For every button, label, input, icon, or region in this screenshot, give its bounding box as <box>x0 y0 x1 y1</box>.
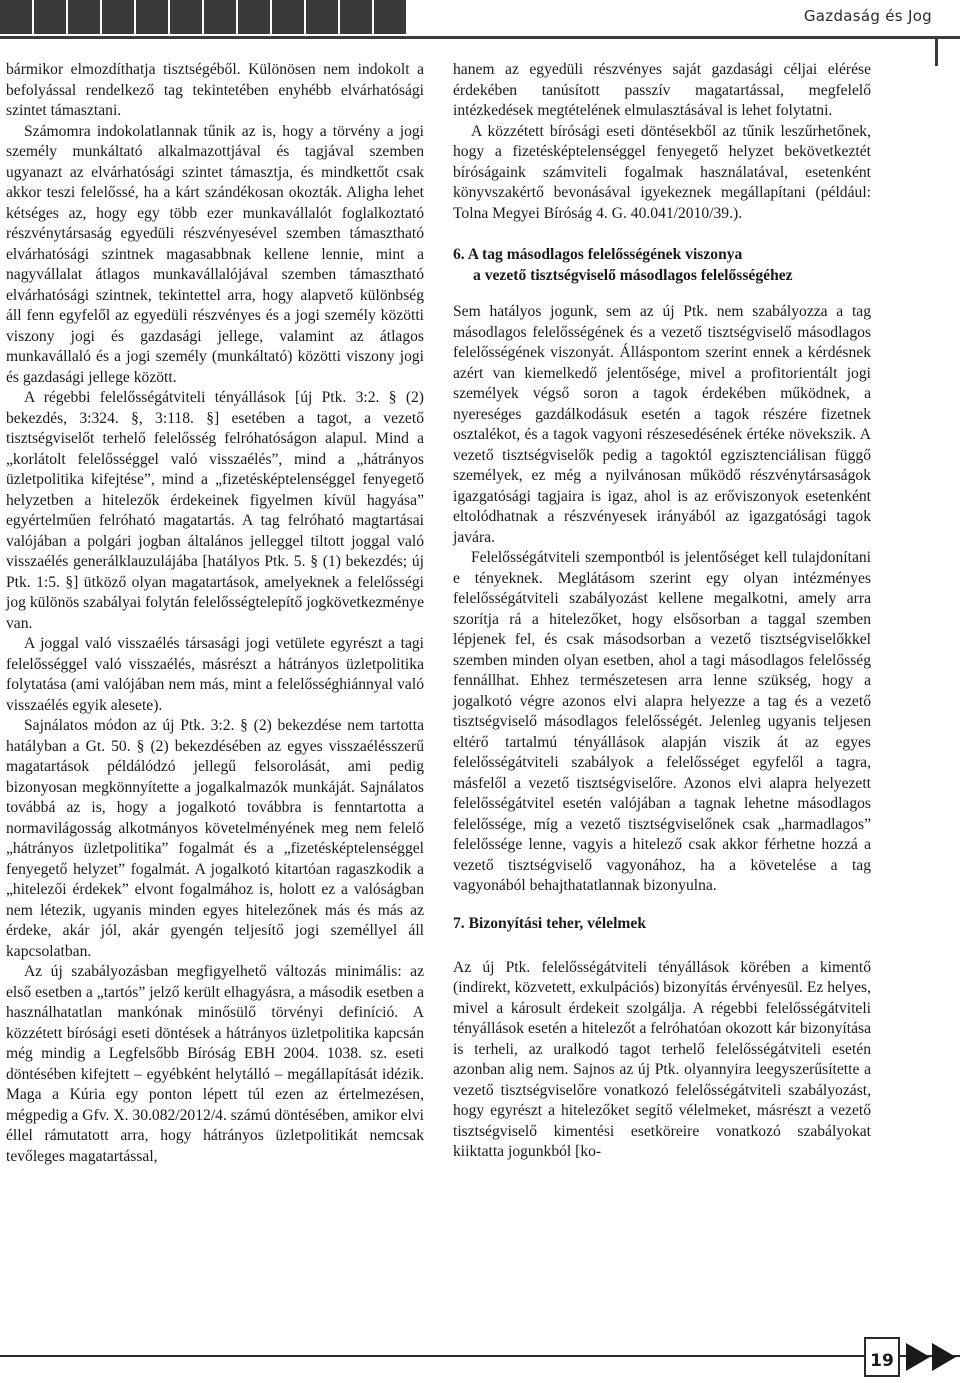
header-box <box>102 0 136 34</box>
page-number: 19 <box>864 1337 900 1377</box>
running-title: Gazdaság és Jog <box>803 7 932 25</box>
header-box <box>272 0 306 34</box>
header-box <box>306 0 340 34</box>
paragraph: hanem az egyedüli részvényes saját gazdasági céljai elérése érdekében tanúsított passzív magatartással, megfelelő intézkedések megtételének elmulasztásával is lehet folytatni. <box>453 61 871 119</box>
page-footer <box>0 1333 960 1383</box>
paragraph: A joggal való visszaélés társasági jogi vetülete egyrészt a tagi felelősséggel való visszaélés, másrészt a hátrányos üzletpolitika folytatása (ami valójában nem más, mint a felelősséghiánnyal való visszaélés egyik alesete). <box>6 635 424 714</box>
header-box <box>340 0 374 34</box>
left-column <box>6 60 424 1167</box>
paragraph: Az új szabályozásban megfigyelhető változás minimális: az első esetben a „tartós” jelző került elhagyásra, a második esetben a használhatatlan mankónak minősülő törvényi definíció. A közzétett bírósági eseti döntések a hátrányos üzletpolitika kapcsán még mindig a Legfelsőbb Bíróság EBH 2004. 1038. sz. eseti döntésében kifejtett – egyébként helytálló – megállapítását idézik. Maga a Kúria egy ponton lépett túl ezen az értelmezésen, mégpedig a Gfv. X. 30.082/2012/4. számú döntésében, amikor elvi éllel rámutatott arra, hogy hátrányos üzletpolitikát nemcsak tevőleges magatartással, <box>6 963 424 1165</box>
header-box <box>34 0 68 34</box>
section-heading <box>453 244 871 286</box>
section-heading-line: a vezető tisztségviselő másodlagos felelősségéhez <box>473 267 793 284</box>
paragraph: A régebbi felelősségátviteli tényállások [új Ptk. 3:2. § (2) bekezdés, 3:324. §, 3:118. §] esetében a tagot, a vezető tisztségviselőt terhelő felelősség felróhatóságon alapul. Mind a „korlátolt felelősséggel való visszaélés”, mind a „hátrányos üzletpolitika kifejtése”, mind a „fizetésképtelenséggel fenyegető helyzetben a hitelezők érdekeinek figyelmen kívül hagyása” egyértelműen felróható magatartás. A tag felróható magtartásai valójában a polgári jogban általános jelleggel tiltott joggal való visszaélés generálklauzulájába [hatályos Ptk. 5. § (1) bekezdés; új Ptk. 1:5. §] ütköző olyan magatartások, amelyeknek a felelősségi jog különös szabályai folytán felelősségtelepítő jogkövetkezménye van. <box>6 389 424 632</box>
header-corner-rule <box>935 36 938 66</box>
paragraph: Felelősségátviteli szempontból is jelentőséget kell tulajdonítani e tényeknek. Meglátásom szerint egy olyan intézményes felelősségátviteli szabályozást kellene megalkotni, amely arra szorítja rá a hitelezőket, hogy elsősorban a taggal szemben lépjenek fel, és csak másodsorban a vezető tisztségviselőkkel szemben minden olyan esetben, ahol a tagi másodlagos felelősség fennállhat. Ehhez természetesen arra lenne szükség, hogy a jogalkotó végre azonos elvi alapra helyezze a tag és a vezető tisztségviselő másodlagos felelősségét. Jelenleg ugyanis teljesen eltérő tartalmú tényállások alapján viszik át az egyes felelősségátviteli szabályok a felelősséget egyfelől a tagra, másfelől a vezető tisztségviselőre. Azonos elvi alapra helyezett felelősségátvitel esetén valójában a tagnak lehetne másodlagos felelőssége, míg a vezető tisztségviselőnek csak „harmadlagos” felelőssége lenne, vagyis a hitelező csak akkor férhetne hozzá a vezető tisztségviselő vagyonához, ha a követelése a tag vagyonából behajthatatlannak bizonyulna. <box>453 549 871 894</box>
header-box <box>170 0 204 34</box>
header-box <box>374 0 408 34</box>
section-heading-line: 6. A tag másodlagos felelősségének viszonya <box>453 246 743 263</box>
header-box <box>0 0 34 34</box>
paragraph: A közzétett bírósági eseti döntésekből az tűnik leszűrhetőnek, hogy a fizetésképtelenséggel fenyegető helyzet bekövetkeztét bíróságaink számviteli fogalmak használatával, esetenként könyvszakértő bevonásával igyekeznek megállapítani (például: Tolna Megyei Bíróság 4. G. 40.041/2010/39.). <box>453 122 871 222</box>
header-box <box>238 0 272 34</box>
next-page-arrows-icon <box>904 1337 960 1377</box>
right-column <box>453 60 871 1163</box>
header-box <box>68 0 102 34</box>
paragraph: Sem hatályos jogunk, sem az új Ptk. nem szabályozza a tag másodlagos felelősségének és a vezető tisztségviselő másodlagos felelősségének viszonyát. Álláspontom szerint ennek a kérdésnek azért van kiemelkedő jelentősége, mivel a profitorientált jogi személyek végső soron a tagok érdekében működnek, a nyereséges gazdálkodásuk esetén a tagok részére fizetnek osztalékot, és a tagok vagyoni részesedésének értéke növekszik. A vezető tisztségviselők pedig a tagoktól egzisztenciálisan függő személyek, ez még a nyilvánosan működő részvénytársaságok igazgatósági tagjaira is igaz, ahol is az erőviszonyok esetenként eltolódhatnak a részvényesek irányából az igazgatósági tagok javára. <box>453 303 871 546</box>
header-box <box>136 0 170 34</box>
page-header <box>0 0 960 38</box>
header-decoration <box>0 0 408 36</box>
header-rule <box>0 36 960 39</box>
header-box <box>204 0 238 34</box>
paragraph: Az új Ptk. felelősségátviteli tényállások körében a kimentő (indirekt, közvetett, exkulpációs) bizonyítás érvényesül. Ez helyes, mivel a károsult érdekeit szolgálja. A régebbi felelősségátviteli tényállások esetén a hitelezőt a felróhatóan okozott kár bizonyítása is terheli, az uralkodó tagot terhelő felelősségátviteli esetén azonban alig nem. Sajnos az új Ptk. olyannyira leegyszerűsítette a vezető tisztségviselőre vonatkozó felelősségátviteli szabályozást, hogy egyrészt a hitelezőket segítő vélelmeket, másrészt a vezető tisztségviselő kimentési esetköreire vonatkozó szabályokat kiiktatta jogunkból [ko- <box>453 958 871 1160</box>
paragraph: bármikor elmozdíthatja tisztségéből. Különösen nem indokolt a befolyással rendelkező tag tekintetében enyhébb elvárhatósági szintet támasztani. <box>6 61 424 119</box>
paragraph: Számomra indokolatlannak tűnik az is, hogy a törvény a jogi személy munkáltató alkalmazottjával és tagjával szemben ugyanazt az elvárhatósági szintet támasztja, és mindkettőt csak akkor teszi felelőssé, ha a kárt szándékosan okozták. Aligha lehet kétséges az, hogy egy több ezer munkavállalót foglalkoztató részvénytársaság egyedüli részvényesével szemben támasztható elvárhatósági szintnek magasabbnak kellene lennie, mint a nagyvállalat átlagos munkavállalójával szemben támasztható elvárhatósági szintnek, tekintettel arra, hogy alapvető különbség áll fenn egyfelől az egyedüli részvényes és a jogi személy közötti viszony jogi és gazdasági jellege, valamint az átlagos munkavállaló és a jogi személy (munkáltató) közötti viszony jogi és gazdasági jellege között. <box>6 122 424 386</box>
footer-rule <box>0 1355 960 1357</box>
section-heading: 7. Bizonyítási teher, vélelmek <box>453 914 647 932</box>
paragraph: Sajnálatos módon az új Ptk. 3:2. § (2) bekezdése nem tartotta hatályban a Gt. 50. § (2) bekezdésében az egyes visszaélésszerű magatartások példálódzó jellegű felsorolását, ami pedig bizonyosan megkönnyítette a jogalkalmazók munkáját. Sajnálatos továbbá az is, hogy a jogalkotó továbbra is fenntartotta a normavilágosság alkotmányos követelményének meg nem felelő „hátrányos üzletpolitika” fogalmát és a „fizetésképtelenséggel fenyegető helyzet” fogalmát. A jogalkotó kitartóan ragaszkodik a „hitelezői érdekek” elvont fogalmához is, holott ez a valóságban nem létezik, ugyanis minden egyes hitelezőnek más és más az érdeke, akár jól, akár gyengén teljesítő jogi személlyel áll kapcsolatban. <box>6 717 424 960</box>
